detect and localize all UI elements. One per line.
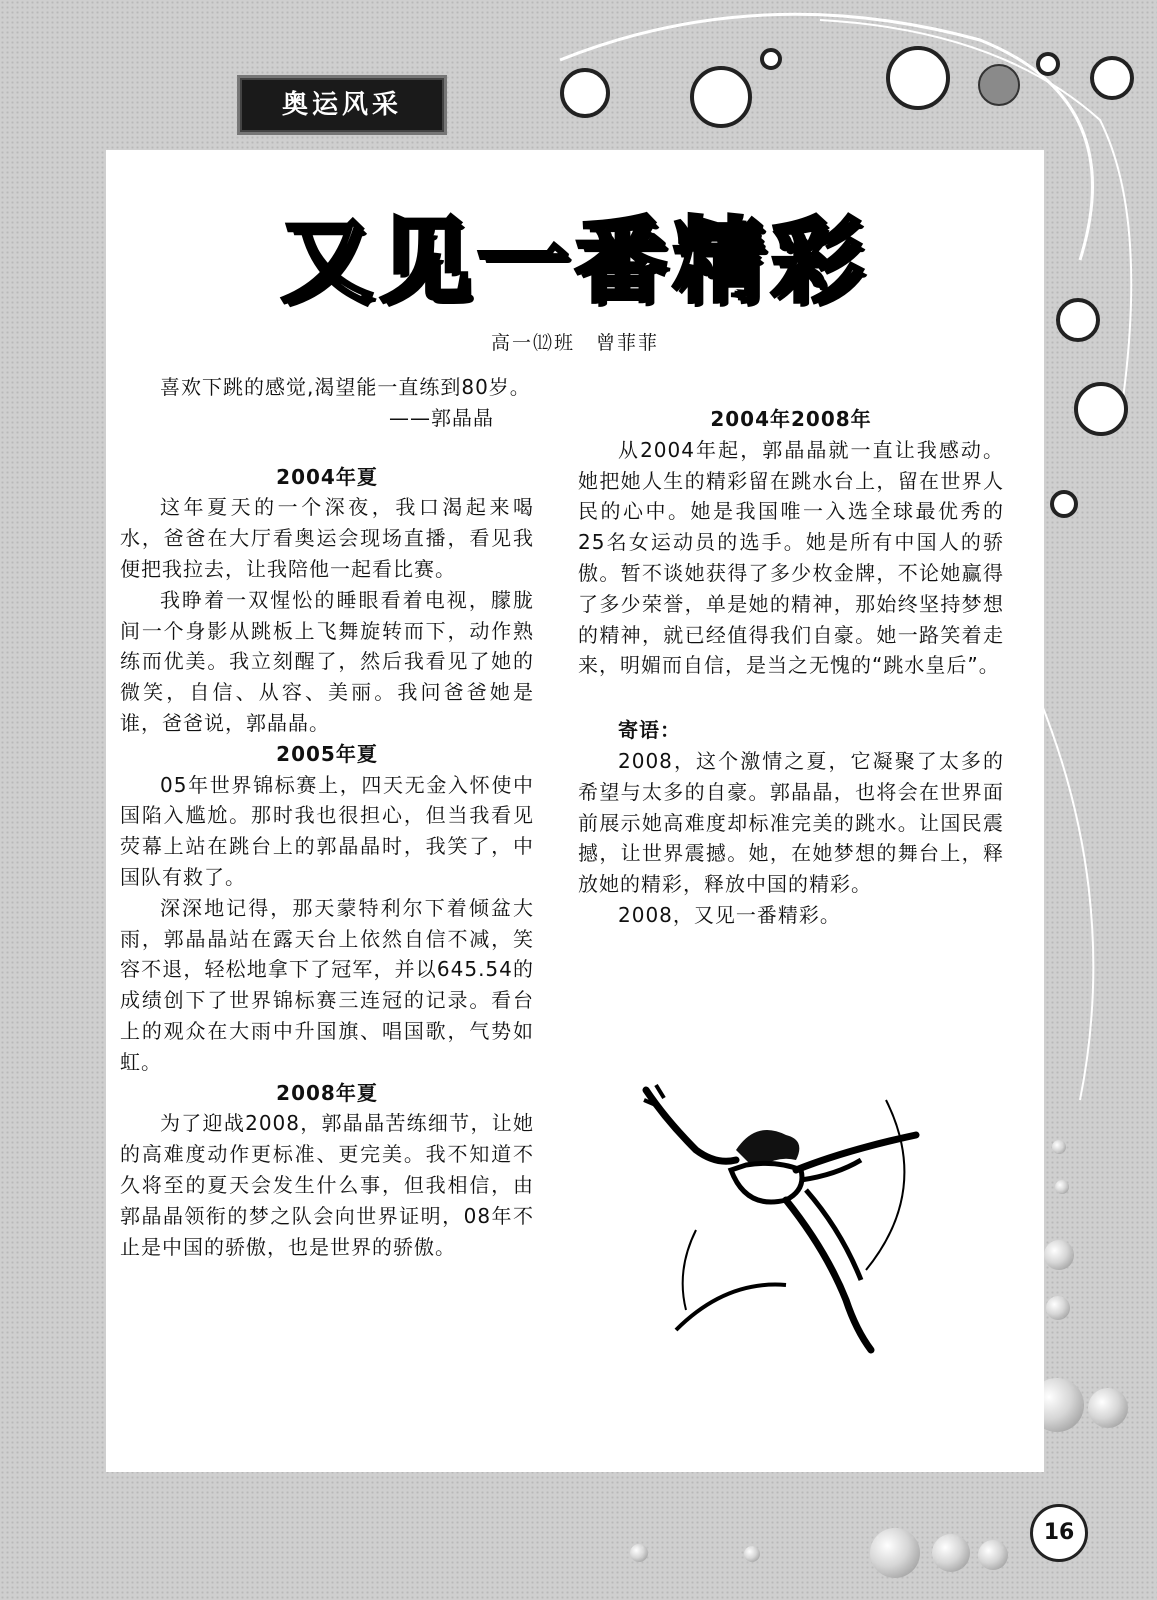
left-column xyxy=(120,372,534,1262)
article-author: 高一⑿班 曾菲菲 xyxy=(490,332,659,354)
diver-illustration xyxy=(636,1080,936,1390)
section-heading: 2008年夏 xyxy=(276,1080,378,1105)
epigraph-quote: 喜欢下跳的感觉,渴望能一直练到80岁。 xyxy=(160,375,531,399)
paragraph: 为了迎战2008，郭晶晶苦练细节，让她的高难度动作更标准、更完美。我不知道不久将至的夏天会发生什么事，但我相信，由郭晶晶领衔的梦之队会向世界证明，08年不止是中国的骄傲，也是世界的骄傲。 xyxy=(120,1111,534,1259)
paragraph: 从2004年起，郭晶晶就一直让我感动。她把她人生的精彩留在跳水台上，留在世界人民的心中。她是我国唯一入选全球最优秀的25名女运动员的选手。她是所有中国人的骄傲。暂不谈她获得了多少枚金牌，不论她赢得了多少荣誉，单是她的精神，那始终坚持梦想的精神，就已经值得我们自豪。她一路笑着走来，明媚而自信，是当之无愧的“跳水皇后”。 xyxy=(578,437,1004,678)
paragraph: 深深地记得，那天蒙特利尔下着倾盆大雨，郭晶晶站在露天台上依然自信不减，笑容不退，轻松地拿下了冠军，并以645.54的成绩创下了世界锦标赛三连冠的记录。看台上的观众在大雨中升国旗、唱国歌，气势如虹。 xyxy=(120,895,534,1074)
section-tag: 奥运风采 xyxy=(240,78,444,132)
paragraph: 这年夏天的一个深夜，我口渴起来喝水，爸爸在大厅看奥运会现场直播，看见我便把我拉去，让我陪他一起看比赛。 xyxy=(120,495,534,581)
epigraph-attribution: ——郭晶晶 xyxy=(389,405,494,430)
paragraph: 2008，又见一番精彩。 xyxy=(618,902,841,927)
section-heading: 2004年2008年 xyxy=(710,407,872,431)
section-heading: 2005年夏 xyxy=(276,741,378,766)
page-number: 16 xyxy=(1030,1504,1088,1562)
paragraph: 我睁着一双惺忪的睡眼看着电视，朦胧间一个身影从跳板上飞舞旋转而下，动作熟练而优美。我立刻醒了，然后我看见了她的微笑，自信、从容、美丽。我问爸爸她是谁，爸爸说，郭晶晶。 xyxy=(120,587,534,735)
article-panel xyxy=(106,150,1044,1472)
right-column xyxy=(578,404,1004,931)
paragraph: 2008，这个激情之夏，它凝聚了太多的希望与太多的自豪。郭晶晶，也将会在世界面前展示她高难度却标准完美的跳水。让国民震撼，让世界震撼。她，在她梦想的舞台上，释放她的精彩，释放中国的精彩。 xyxy=(578,748,1004,897)
section-heading: 2004年夏 xyxy=(276,464,378,489)
paragraph: 05年世界锦标赛上，四天无金入怀使中国陷入尴尬。那时我也很担心，但当我看见荧幕上站在跳台上的郭晶晶时，我笑了，中国队有救了。 xyxy=(120,772,534,889)
closing-label: 寄语： xyxy=(618,718,681,743)
article-title: 又见一番精彩 xyxy=(280,208,869,315)
